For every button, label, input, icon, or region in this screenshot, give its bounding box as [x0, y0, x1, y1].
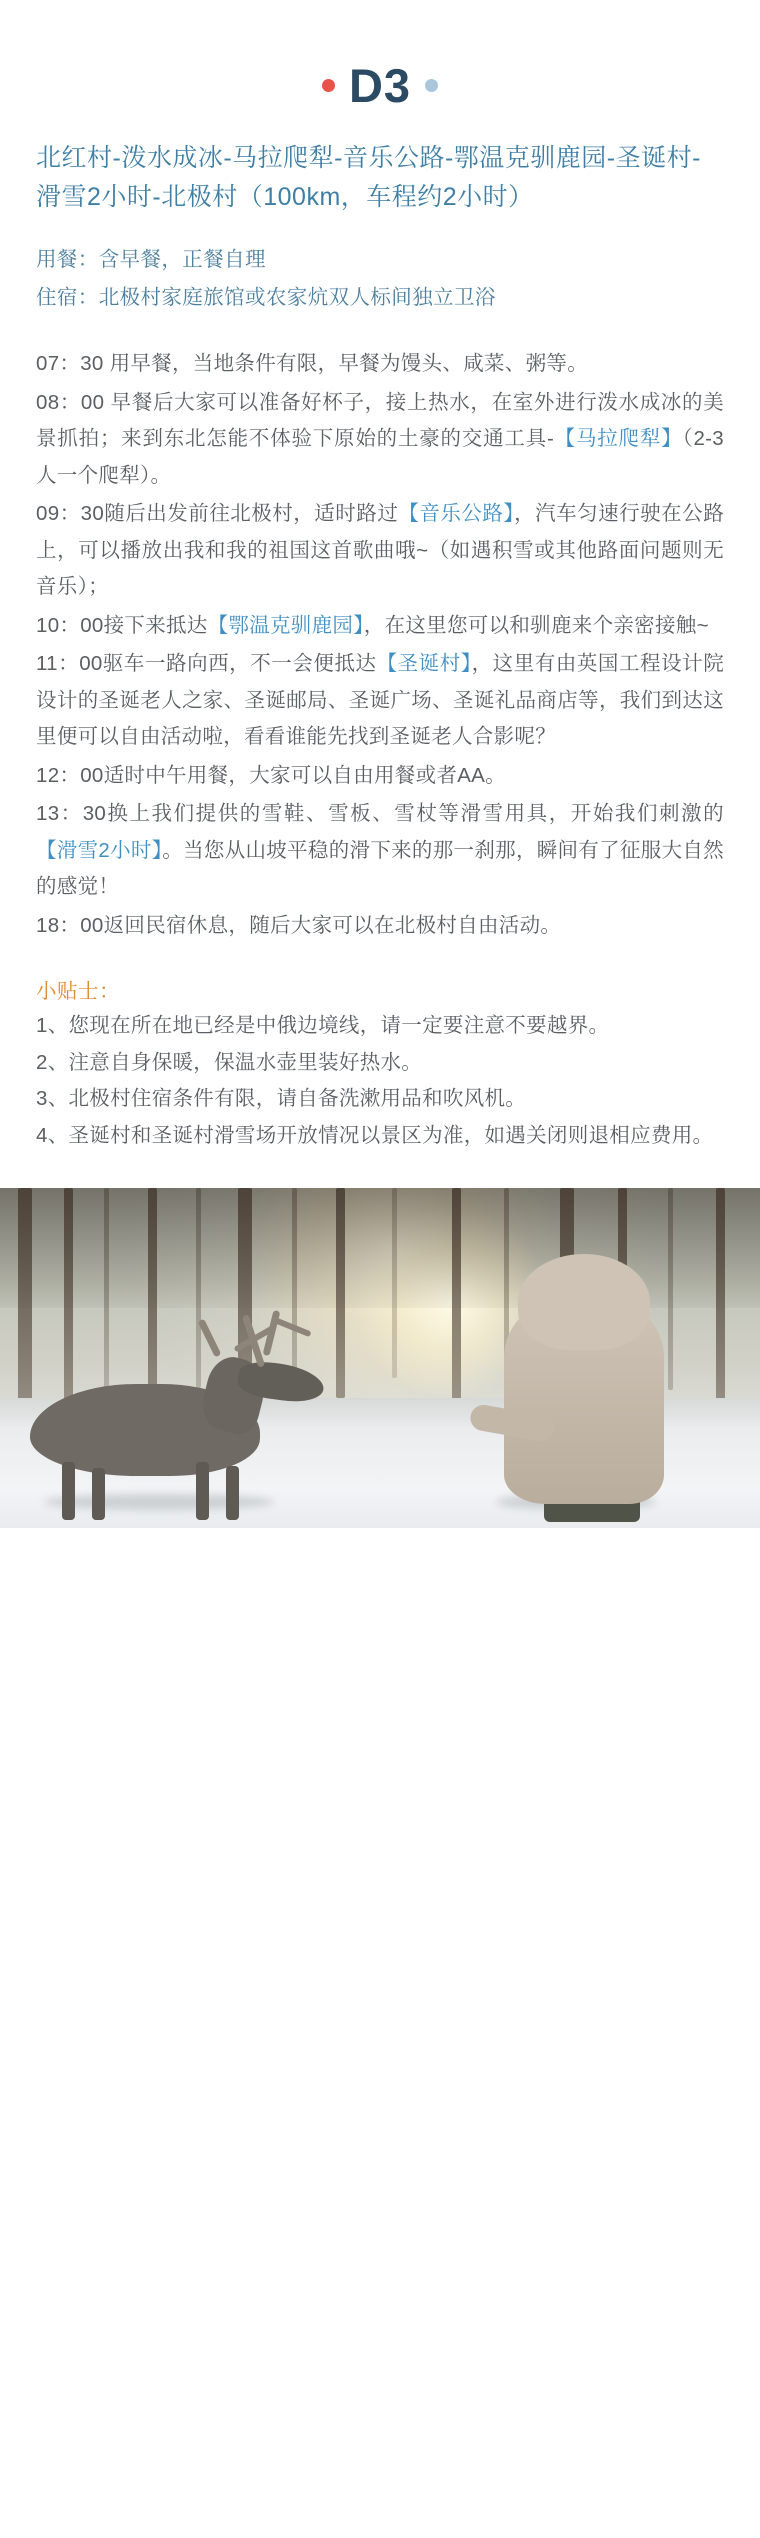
meal-info: 用餐：含早餐，正餐自理 — [36, 247, 266, 271]
itinerary-paragraph — [36, 608, 724, 644]
itinerary-text: 09：30随后出发前往北极村，适时路过 — [36, 502, 399, 526]
itinerary-paragraph — [36, 346, 724, 382]
day-label: D3 — [348, 59, 412, 112]
itinerary-highlight: 【马拉爬犁】 — [554, 427, 683, 451]
itinerary-text: 12：00适时中午用餐，大家可以自由用餐或者AA。 — [36, 763, 506, 787]
tip-item: 4、圣诞村和圣诞村滑雪场开放情况以景区为准，如遇关闭则退相应费用。 — [36, 1123, 714, 1147]
tip-item: 2、注意自身保暖，保温水壶里装好热水。 — [36, 1050, 423, 1074]
itinerary-text: 13：30换上我们提供的雪鞋、雪板、雪杖等滑雪用具，开始我们刺激的 — [36, 802, 724, 826]
itinerary-text: ，汽车匀速行驶在公路上，可以播放出我和我的祖国这首歌曲哦~（如遇积雪或其他路面问题则无音乐）； — [36, 502, 724, 599]
itinerary-paragraph — [36, 496, 724, 605]
itinerary-content — [0, 0, 760, 1188]
tips-block — [36, 974, 724, 1188]
blue-dot-icon — [425, 79, 438, 92]
itinerary-text: （2-3人一个爬犁）。 — [36, 427, 724, 487]
tip-item: 1、您现在所在地已经是中俄边境线，请一定要注意不要越界。 — [36, 1014, 610, 1038]
day-title — [36, 59, 724, 112]
reindeer-photo — [0, 1188, 760, 1528]
tree-trunk — [668, 1188, 673, 1390]
tree-trunk — [392, 1188, 397, 1378]
reindeer-leg — [92, 1468, 105, 1520]
itinerary-text: 08：00 早餐后大家可以准备好杯子，接上热水，在室外进行泼水成冰的美景抓拍；来到东北怎能不体验下原始的土豪的交通工具- — [36, 390, 724, 451]
reindeer-leg — [196, 1462, 209, 1520]
tips-list — [36, 1008, 724, 1154]
tree-trunk — [336, 1188, 345, 1398]
itinerary-paragraph — [36, 646, 724, 755]
person-hood — [518, 1254, 650, 1350]
meta-block — [36, 241, 724, 319]
tree-trunk — [196, 1188, 201, 1388]
red-dot-icon — [322, 79, 335, 92]
itinerary-text: 。当您从山坡平稳的滑下来的那一刹那，瞬间有了征服大自然的感觉！ — [36, 838, 724, 899]
itinerary-paragraph — [36, 385, 724, 494]
tree-trunk — [64, 1188, 73, 1403]
tree-trunk — [18, 1188, 32, 1418]
stay-info: 住宿：北极村家庭旅馆或农家炕双人标间独立卫浴 — [36, 286, 496, 310]
reindeer-leg — [62, 1462, 75, 1520]
itinerary-paragraph — [36, 908, 724, 944]
tree-trunk — [452, 1188, 461, 1400]
tree-trunk — [716, 1188, 725, 1410]
tip-item: 3、北极村住宿条件有限，请自备洗漱用品和吹风机。 — [36, 1087, 527, 1111]
itinerary-list — [36, 346, 724, 944]
itinerary-text: 11：00驱车一路向西，不一会便抵达 — [36, 652, 377, 676]
tips-title: 小贴士： — [36, 980, 120, 1004]
itinerary-highlight: 【圣诞村】 — [376, 652, 472, 676]
tree-trunk — [148, 1188, 157, 1413]
route-headline: 北红村-泼水成冰-马拉爬犁-音乐公路-鄂温克驯鹿园-圣诞村-滑雪2小时-北极村（100km，车程约2小时） — [36, 144, 701, 211]
itinerary-paragraph — [36, 796, 724, 905]
tree-trunk — [104, 1188, 109, 1393]
itinerary-text: ，在这里您可以和驯鹿来个亲密接触~ — [363, 613, 709, 637]
reindeer-leg — [226, 1466, 239, 1520]
itinerary-text: 18：00返回民宿休息，随后大家可以在北极村自由活动。 — [36, 913, 562, 937]
itinerary-highlight: 【鄂温克驯鹿园】 — [207, 613, 364, 637]
deer-shadow — [44, 1494, 274, 1510]
itinerary-text: ，这里有由英国工程设计院设计的圣诞老人之家、圣诞邮局、圣诞广场、圣诞礼品商店等，我们到达这里便可以自由活动啦，看看谁能先找到圣诞老人合影呢？ — [36, 652, 724, 749]
itinerary-highlight: 【音乐公路】 — [398, 502, 515, 526]
itinerary-paragraph — [36, 758, 724, 794]
itinerary-highlight: 【滑雪2小时】 — [36, 838, 163, 862]
tree-trunk — [292, 1188, 297, 1383]
itinerary-text: 07：30 用早餐，当地条件有限，早餐为馒头、咸菜、粥等。 — [36, 352, 588, 376]
itinerary-text: 10：00接下来抵达 — [36, 613, 208, 637]
